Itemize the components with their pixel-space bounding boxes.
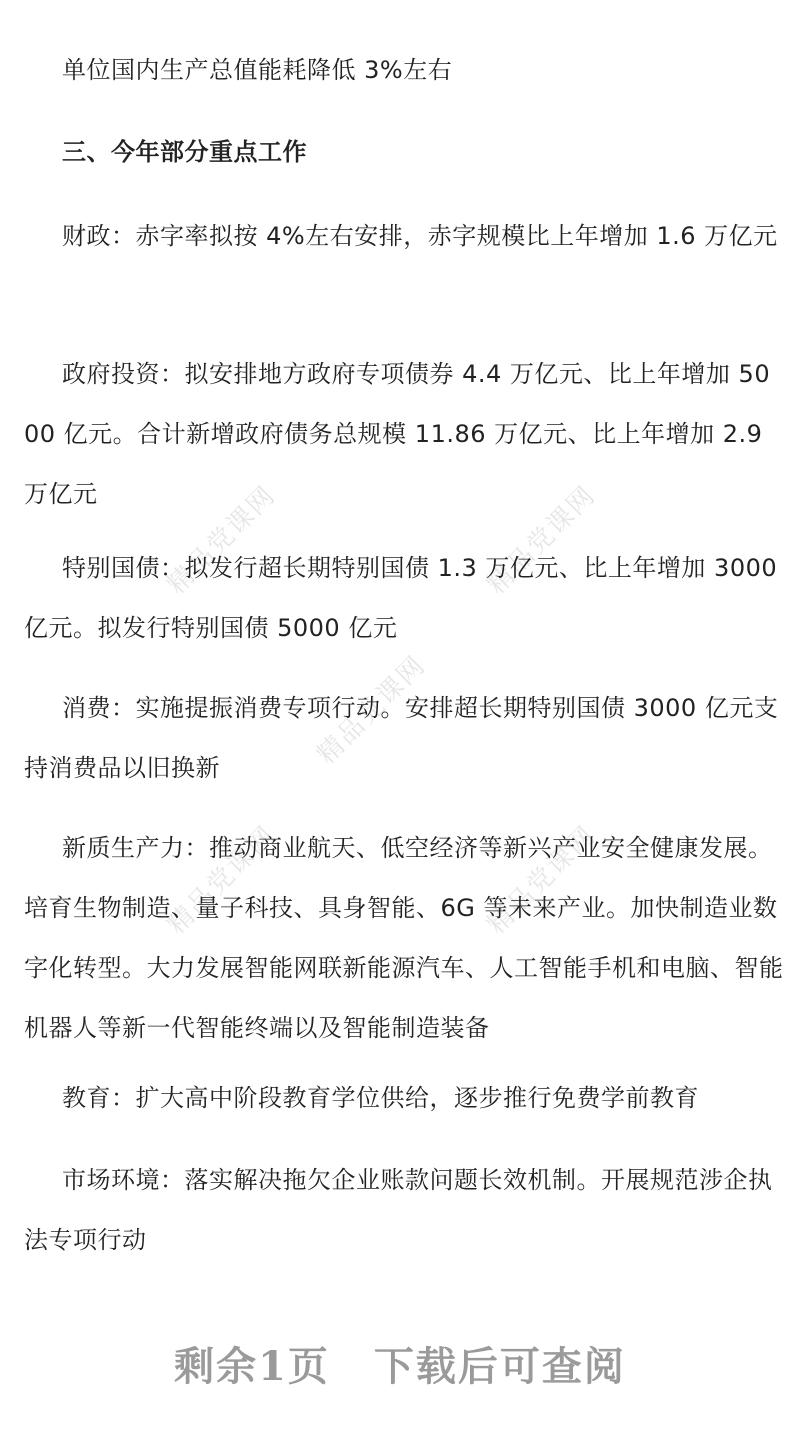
download-prompt[interactable] (0, 1335, 800, 1392)
download-to-view-label: 下载后可查阅 (373, 1343, 626, 1390)
watermark: 精品党课网 (311, 650, 432, 771)
paragraph-government-investment: 政府投资：拟安排地方政府专项债券 4.4 万亿元、比上年增加 5000 亿元。合计新增政府债务总规模 11.86 万亿元、比上年增加 2.9 万亿元 (24, 360, 771, 508)
paragraph-education: 教育：扩大高中阶段教育学位供给，逐步推行免费学前教育 (62, 1084, 699, 1112)
paragraph-special-bonds: 特别国债：拟发行超长期特别国债 1.3 万亿元、比上年增加 3000 亿元。拟发行特别国债 5000 亿元 (24, 554, 778, 642)
watermark: 精品党课网 (161, 820, 282, 941)
watermark: 精品党课网 (481, 820, 602, 941)
section-heading: 三、今年部分重点工作 (62, 138, 307, 166)
paragraph-new-productive-forces: 新质生产力：推动商业航天、低空经济等新兴产业安全健康发展。培育生物制造、量子科技、具身智能、6G 等未来产业。加快制造业数字化转型。大力发展智能网联新能源汽车、人工智能手机和电脑、智能机器人等新一代智能终端以及智能制造装备 (24, 834, 784, 1042)
paragraph-energy-target: 单位国内生产总值能耗降低 3%左右 (62, 56, 453, 84)
remaining-pages-label: 剩余1页 (174, 1343, 330, 1390)
paragraph-fiscal: 财政：赤字率拟按 4%左右安排，赤字规模比上年增加 1.6 万亿元 (62, 222, 778, 250)
paragraph-market-environment: 市场环境：落实解决拖欠企业账款问题长效机制。开展规范涉企执法专项行动 (24, 1166, 773, 1254)
watermark: 精品党课网 (481, 480, 602, 601)
paragraph-consumption: 消费：实施提振消费专项行动。安排超长期特别国债 3000 亿元支持消费品以旧换新 (24, 694, 779, 782)
watermark: 精品党课网 (161, 480, 282, 601)
